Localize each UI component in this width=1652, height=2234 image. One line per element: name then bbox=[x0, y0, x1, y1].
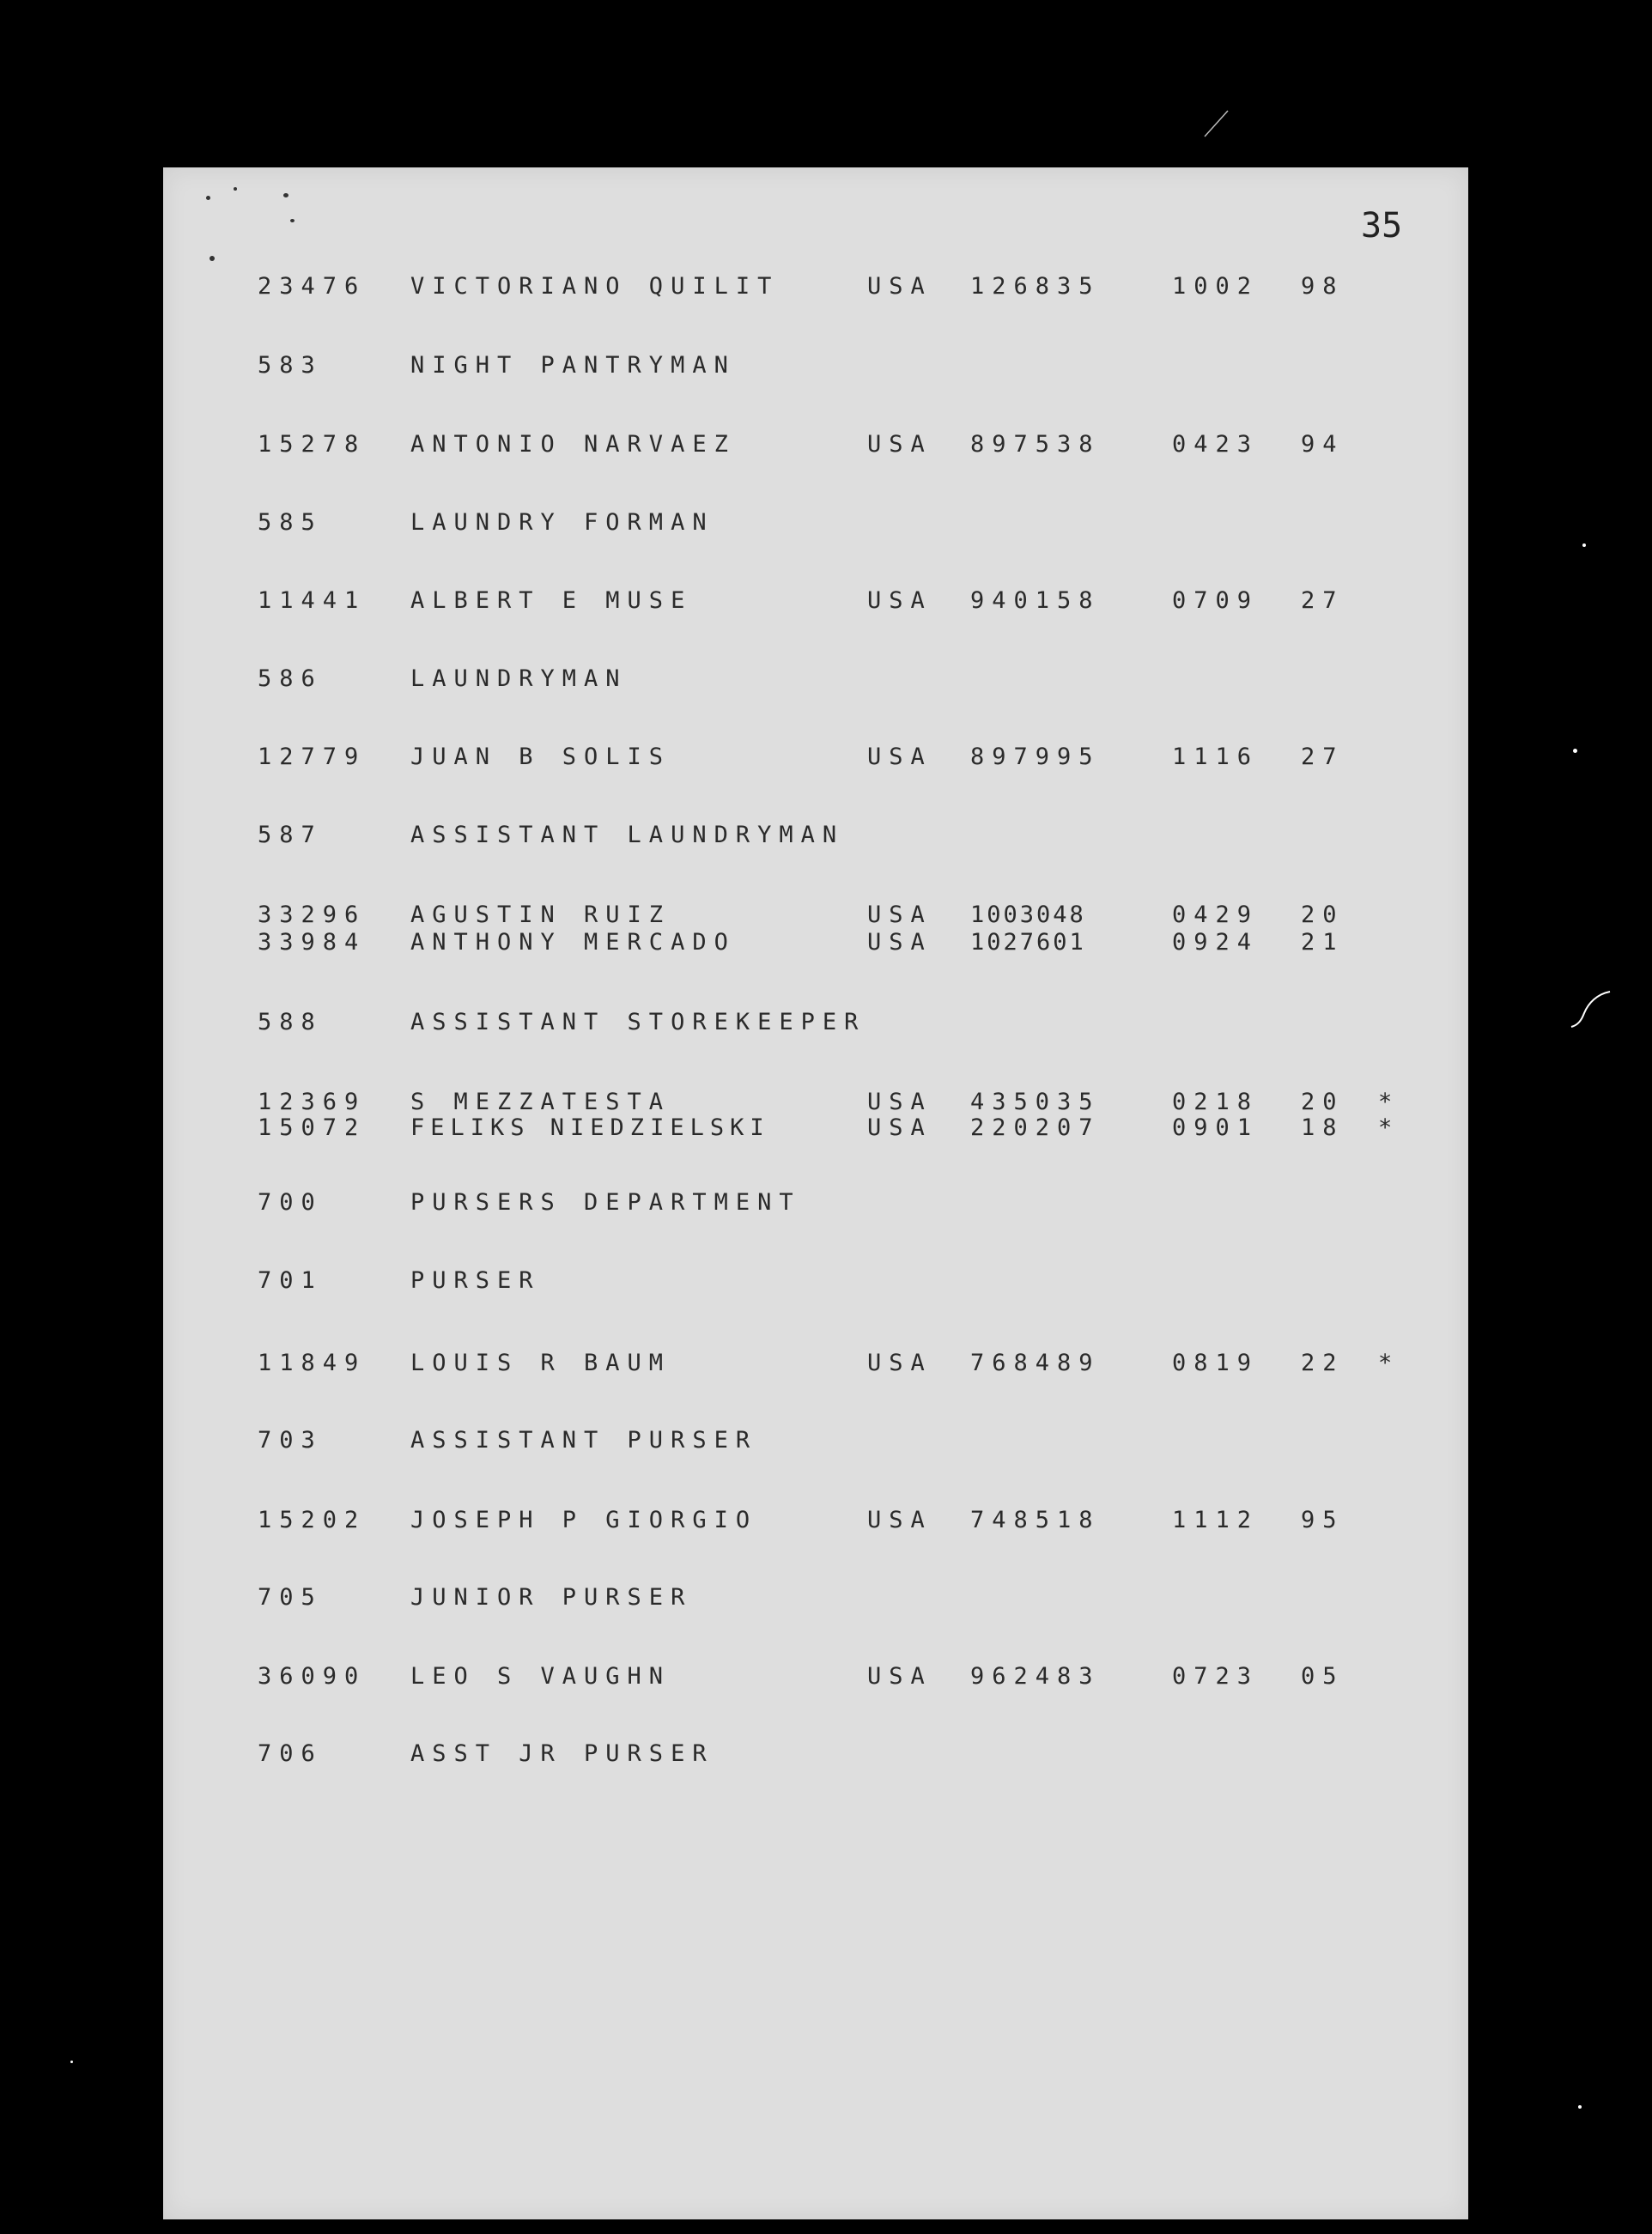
crew-name: ANTONIO NARVAEZ bbox=[410, 431, 736, 458]
crew-name: LEO S VAUGHN bbox=[410, 1663, 671, 1690]
position-title: PURSER bbox=[410, 1267, 541, 1294]
crew-date: 0429 bbox=[1172, 901, 1260, 928]
crew-row bbox=[0, 901, 1345, 931]
document-page bbox=[163, 167, 1468, 2219]
position-heading-row bbox=[0, 1427, 758, 1456]
crew-reference-number: 748518 bbox=[970, 1507, 1101, 1533]
film-speck bbox=[210, 256, 215, 261]
crew-reference-number: 897538 bbox=[970, 431, 1101, 458]
crew-reference-number: 768489 bbox=[970, 1350, 1101, 1376]
position-title: ASST JR PURSER bbox=[410, 1740, 714, 1767]
crew-code: 33984 bbox=[258, 929, 367, 956]
position-title: ASSISTANT STOREKEEPER bbox=[410, 1009, 866, 1035]
position-code: 705 bbox=[258, 1584, 323, 1611]
crew-row bbox=[0, 431, 1345, 460]
crew-name: ANTHONY MERCADO bbox=[410, 929, 736, 956]
crew-name: AGUSTIN RUIZ bbox=[410, 901, 671, 928]
position-title: LAUNDRYMAN bbox=[410, 665, 628, 692]
crew-age: 94 bbox=[1301, 431, 1345, 458]
crew-citizenship: USA bbox=[867, 929, 932, 956]
crew-row bbox=[0, 1350, 1393, 1379]
crew-name: JOSEPH P GIORGIO bbox=[410, 1507, 758, 1533]
crew-citizenship: USA bbox=[867, 1089, 932, 1115]
crew-date: 0709 bbox=[1172, 587, 1260, 614]
crew-age: 21 bbox=[1301, 929, 1345, 956]
position-title: ASSISTANT LAUNDRYMAN bbox=[410, 822, 845, 848]
crew-code: 15072 bbox=[258, 1114, 367, 1141]
crew-code: 15202 bbox=[258, 1507, 367, 1533]
asterisk-mark: * bbox=[1378, 1114, 1393, 1141]
asterisk-mark: * bbox=[1378, 1089, 1393, 1115]
crew-reference-number: 940158 bbox=[970, 587, 1101, 614]
position-heading-row bbox=[0, 1584, 693, 1613]
film-speck bbox=[70, 2061, 73, 2063]
position-title: NIGHT PANTRYMAN bbox=[410, 352, 736, 379]
position-title: LAUNDRY FORMAN bbox=[410, 509, 714, 536]
crew-reference-number: 435035 bbox=[970, 1089, 1101, 1115]
crew-citizenship: USA bbox=[867, 587, 932, 614]
crew-date: 0218 bbox=[1172, 1089, 1260, 1115]
crew-row bbox=[0, 273, 1345, 302]
crew-row bbox=[0, 929, 1345, 958]
film-speck bbox=[1573, 749, 1577, 753]
crew-row bbox=[0, 1507, 1345, 1536]
crew-code: 33296 bbox=[258, 901, 367, 928]
crew-date: 0924 bbox=[1172, 929, 1260, 956]
crew-code: 23476 bbox=[258, 273, 367, 300]
crew-reference-number: 962483 bbox=[970, 1663, 1101, 1690]
crew-date: 1112 bbox=[1172, 1507, 1260, 1533]
crew-age: 05 bbox=[1301, 1663, 1345, 1690]
crew-date: 0819 bbox=[1172, 1350, 1260, 1376]
crew-code: 36090 bbox=[258, 1663, 367, 1690]
crew-date: 0423 bbox=[1172, 431, 1260, 458]
position-title: JUNIOR PURSER bbox=[410, 1584, 693, 1611]
crew-name: LOUIS R BAUM bbox=[410, 1350, 671, 1376]
crew-name: FELIKS NIEDZIELSKI bbox=[410, 1114, 770, 1141]
crew-reference-number: 897995 bbox=[970, 744, 1101, 770]
position-code: 588 bbox=[258, 1009, 323, 1035]
crew-citizenship: USA bbox=[867, 744, 932, 770]
crew-age: 20 bbox=[1301, 901, 1345, 928]
crew-reference-number: 1027601 bbox=[970, 929, 1086, 956]
position-heading-row bbox=[0, 665, 628, 695]
crew-age: 20 bbox=[1301, 1089, 1345, 1115]
crew-name: VICTORIANO QUILIT bbox=[410, 273, 780, 300]
crew-code: 12779 bbox=[258, 744, 367, 770]
crew-row bbox=[0, 1089, 1393, 1118]
crew-row bbox=[0, 1663, 1345, 1692]
crew-reference-number: 220207 bbox=[970, 1114, 1101, 1141]
crew-row bbox=[0, 1114, 1393, 1144]
crew-citizenship: USA bbox=[867, 431, 932, 458]
crew-age: 18 bbox=[1301, 1114, 1345, 1141]
crew-citizenship: USA bbox=[867, 1507, 932, 1533]
film-speck bbox=[283, 193, 288, 197]
position-code: 701 bbox=[258, 1267, 323, 1294]
crew-citizenship: USA bbox=[867, 1350, 932, 1376]
crew-date: 0901 bbox=[1172, 1114, 1260, 1141]
crew-reference-number: 126835 bbox=[970, 273, 1101, 300]
position-code: 586 bbox=[258, 665, 323, 692]
page-number: 35 bbox=[1361, 206, 1403, 246]
position-heading-row bbox=[0, 352, 736, 381]
film-scratch bbox=[1563, 987, 1614, 1030]
crew-code: 15278 bbox=[258, 431, 367, 458]
position-code: 703 bbox=[258, 1427, 323, 1454]
crew-age: 98 bbox=[1301, 273, 1345, 300]
crew-date: 1116 bbox=[1172, 744, 1260, 770]
department-title: PURSERS DEPARTMENT bbox=[410, 1189, 801, 1216]
crew-code: 12369 bbox=[258, 1089, 367, 1115]
position-title: ASSISTANT PURSER bbox=[410, 1427, 758, 1454]
crew-date: 0723 bbox=[1172, 1663, 1260, 1690]
crew-citizenship: USA bbox=[867, 1114, 932, 1141]
crew-name: ALBERT E MUSE bbox=[410, 587, 693, 614]
position-heading-row bbox=[0, 1740, 714, 1770]
position-heading-row bbox=[0, 822, 845, 851]
crew-code: 11441 bbox=[258, 587, 367, 614]
film-speck bbox=[1582, 543, 1586, 547]
crew-citizenship: USA bbox=[867, 901, 932, 928]
crew-age: 27 bbox=[1301, 744, 1345, 770]
crew-reference-number: 1003048 bbox=[970, 901, 1086, 928]
position-heading-row bbox=[0, 1009, 866, 1038]
crew-age: 22 bbox=[1301, 1350, 1345, 1376]
position-code: 583 bbox=[258, 352, 323, 379]
position-code: 706 bbox=[258, 1740, 323, 1767]
film-speck bbox=[1578, 2105, 1582, 2109]
film-speck bbox=[234, 187, 237, 191]
department-heading-row bbox=[0, 1189, 801, 1218]
position-heading-row bbox=[0, 1267, 541, 1296]
crew-citizenship: USA bbox=[867, 1663, 932, 1690]
crew-name: JUAN B SOLIS bbox=[410, 744, 671, 770]
crew-date: 1002 bbox=[1172, 273, 1260, 300]
crew-code: 11849 bbox=[258, 1350, 367, 1376]
film-scratch bbox=[1198, 107, 1232, 142]
position-heading-row bbox=[0, 509, 714, 538]
crew-name: S MEZZATESTA bbox=[410, 1089, 671, 1115]
crew-age: 95 bbox=[1301, 1507, 1345, 1533]
position-code: 587 bbox=[258, 822, 323, 848]
film-speck bbox=[206, 196, 210, 200]
asterisk-mark: * bbox=[1378, 1350, 1393, 1376]
crew-age: 27 bbox=[1301, 587, 1345, 614]
crew-citizenship: USA bbox=[867, 273, 932, 300]
department-code: 700 bbox=[258, 1189, 323, 1216]
crew-row bbox=[0, 744, 1345, 773]
film-speck bbox=[290, 219, 295, 222]
position-code: 585 bbox=[258, 509, 323, 536]
crew-row bbox=[0, 587, 1345, 616]
